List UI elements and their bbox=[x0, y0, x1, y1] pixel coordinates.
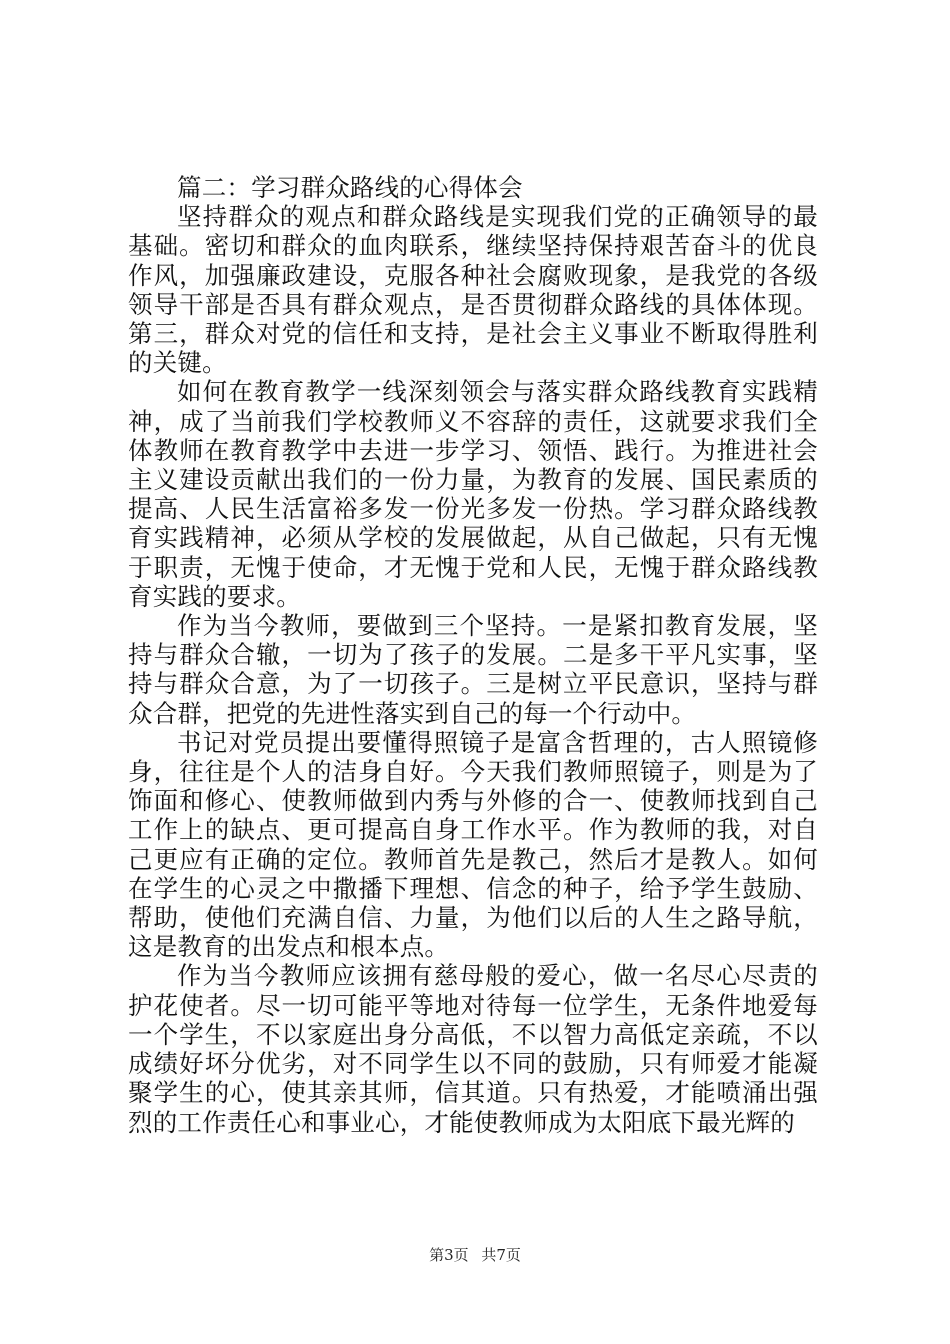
paragraph-3: 作为当今教师，要做到三个坚持。一是紧扣教育发展，坚持与群众合辙，一切为了孩子的发展。二是多干平凡实事，坚持与群众合意，为了一切孩子。三是树立平民意识，坚持与群众合群，把党的先进性落实到自己的每一个行动中。 bbox=[128, 611, 818, 728]
paragraph-2: 如何在教育教学一线深刻领会与落实群众路线教育实践精神，成了当前我们学校教师义不容辞的责任，这就要求我们全体教师在教育教学中去进一步学习、领悟、践行。为推进社会主义建设贡献出我们的一份力量，为教育的发展、国民素质的提高、人民生活富裕多发一份光多发一份热。学习群众路线教育实践精神，必须从学校的发展做起，从自己做起，只有无愧于职责，无愧于使命，才无愧于党和人民，无愧于群众路线教育实践的要求。 bbox=[128, 377, 818, 611]
section-title: 篇二：学习群众路线的心得体会 bbox=[177, 173, 523, 202]
page-total: 共7页 bbox=[481, 1246, 521, 1264]
paragraph-5: 作为当今教师应该拥有慈母般的爱心，做一名尽心尽责的护花使者。尽一切可能平等地对待每一位学生，无条件地爱每一个学生，不以家庭出身分高低，不以智力高低定亲疏，不以成绩好坏分优劣，对不同学生以不同的鼓励，只有师爱才能凝聚学生的心，使其亲其师，信其道。只有热爱，才能喷涌出强烈的工作责任心和事业心，才能使教师成为太阳底下最光辉的 bbox=[128, 961, 818, 1137]
paragraph-1: 坚持群众的观点和群众路线是实现我们党的正确领导的最基础。密切和群众的血肉联系，继续坚持保持艰苦奋斗的优良作风，加强廉政建设，克服各种社会腐败现象，是我党的各级领导干部是否具有群众观点，是否贯彻群众路线的具体体现。第三，群众对党的信任和支持，是社会主义事业不断取得胜利的关键。 bbox=[128, 202, 818, 378]
page-number: 第3页 bbox=[429, 1246, 469, 1264]
paragraph-4: 书记对党员提出要懂得照镜子是富含哲理的，古人照镜修身，往往是个人的洁身自好。今天我们教师照镜子，则是为了饰面和修心、使教师做到内秀与外修的合一、使教师找到自己工作上的缺点、更可提高自身工作水平。作为教师的我，对自己更应有正确的定位。教师首先是教己，然后才是教人。如何在学生的心灵之中撒播下理想、信念的种子，给予学生鼓励、帮助，使他们充满自信、力量，为他们以后的人生之路导航，这是教育的出发点和根本点。 bbox=[128, 727, 818, 962]
page-footer bbox=[0, 1244, 950, 1265]
document-body bbox=[128, 173, 818, 1137]
